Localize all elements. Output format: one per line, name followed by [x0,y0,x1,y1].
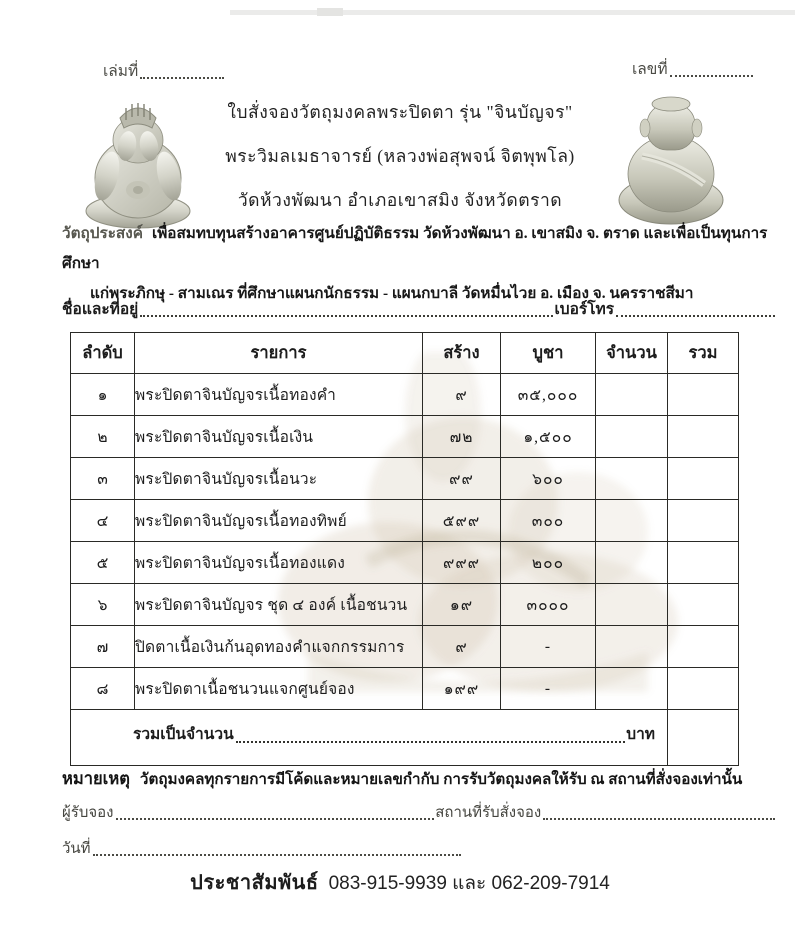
row-number: ๒ [71,416,135,458]
scan-artifact-dot [317,8,343,16]
row-number: ๓ [71,458,135,500]
total-cell[interactable] [668,374,739,416]
row-number: ๕ [71,542,135,584]
total-cell[interactable] [668,458,739,500]
quantity-cell[interactable] [596,668,668,710]
total-cell[interactable] [668,668,739,710]
total-cell[interactable] [668,500,739,542]
item-name: พระปิดตาเนื้อชนวนแจกศูนย์จอง [135,668,423,710]
name-address-label: ชื่อและที่อยู่ [62,301,139,318]
made-count: ๕๙๙ [423,500,501,542]
amulet-front-image [82,98,194,230]
item-name: ปิดตาเนื้อเงินก้นอุดทองคำแจกกรรมการ [135,626,423,668]
total-cell[interactable] [668,626,739,668]
table-row [71,542,739,584]
table-row [71,416,739,458]
table-row [71,668,739,710]
sum-amount-blank[interactable] [236,727,626,743]
quantity-cell[interactable] [596,626,668,668]
phone-blank[interactable] [616,301,775,317]
date-blank[interactable] [93,841,461,857]
book-number-field [103,58,225,83]
made-count: ๑๙ [423,584,501,626]
quantity-cell[interactable] [596,374,668,416]
doc-number-blank[interactable] [670,61,753,77]
note-text: วัตถุมงคลทุกรายการมีโค้ดและหมายเลขกำกับ การรับวัตถุมงคลให้รับ ณ สถานที่สั่งจองเท่านั้น [139,771,743,788]
pr-contact-row [0,866,800,898]
sum-label: รวมเป็นจำนวน [133,725,234,743]
row-number: ๑ [71,374,135,416]
quantity-cell[interactable] [596,584,668,626]
table-row [71,500,739,542]
col-header-no: ลำดับ [71,333,135,374]
temple-line: วัดห้วงพัฒนา อำเภอเขาสมิง จังหวัดตราด [237,190,563,210]
customer-info-row [62,296,776,321]
row-number: ๖ [71,584,135,626]
row-number: ๘ [71,668,135,710]
row-number: ๔ [71,500,135,542]
made-count: ๙๙ [423,458,501,500]
table-row [71,626,739,668]
price-value: ๖๐๐ [501,458,596,500]
pr-label: ประชาสัมพันธ์ [190,872,319,894]
price-value: - [501,668,596,710]
name-address-blank[interactable] [140,301,553,317]
total-cell[interactable] [668,584,739,626]
form-title: ใบสั่งจองวัตถุมงคลพระปิดตา รุ่น "จินบัญจร" [227,102,573,122]
item-name: พระปิดตาจินบัญจรเนื้อทองแดง [135,542,423,584]
note-label: หมายเหตุ [62,769,130,788]
place-label: สถานที่รับสั่งจอง [435,805,542,821]
table-header-row [71,333,739,374]
order-table [70,332,739,766]
pr-phone-numbers: 083-915-9939 และ 062-209-7914 [328,873,610,894]
price-value: ๓๐๐๐ [501,584,596,626]
scan-artifact-line [230,10,795,15]
date-label: วันที่ [62,841,91,857]
quantity-cell[interactable] [596,416,668,458]
col-header-qty: จำนวน [596,333,668,374]
price-value: ๒๐๐ [501,542,596,584]
price-value: ๓๕,๐๐๐ [501,374,596,416]
col-header-made: สร้าง [423,333,501,374]
total-cell[interactable] [668,542,739,584]
col-header-total: รวม [668,333,739,374]
sum-total-cell[interactable] [668,710,739,766]
item-name: พระปิดตาจินบัญจรเนื้อนวะ [135,458,423,500]
table-row [71,458,739,500]
place-blank[interactable] [543,805,775,821]
col-header-price: บูชา [501,333,596,374]
price-value: ๑,๕๐๐ [501,416,596,458]
note-section [62,766,772,792]
made-count: ๙ [423,626,501,668]
book-number-label: เล่มที่ [103,63,139,80]
item-name: พระปิดตาจินบัญจรเนื้อทองทิพย์ [135,500,423,542]
made-count: ๗๒ [423,416,501,458]
amulet-back-image [616,86,726,230]
item-name: พระปิดตาจินบัญจรเนื้อทองคำ [135,374,423,416]
item-name: พระปิดตาจินบัญจรเนื้อเงิน [135,416,423,458]
receiver-row [62,800,776,824]
form-heading [188,98,612,230]
quantity-cell[interactable] [596,458,668,500]
made-count: ๙๙๙ [423,542,501,584]
price-value: - [501,626,596,668]
price-value: ๓๐๐ [501,500,596,542]
monk-name-line: พระวิมลเมธาจารย์ (หลวงพ่อสุพจน์ จิตพุพโล) [225,146,575,166]
doc-number-field [632,56,754,81]
table-row [71,374,739,416]
made-count: ๙ [423,374,501,416]
total-cell[interactable] [668,416,739,458]
date-row [62,836,462,860]
receiver-blank[interactable] [116,805,435,821]
col-header-item: รายการ [135,333,423,374]
purpose-text-line2: แก่พระภิกษุ - สามเณร ที่ศึกษาแผนกนักธรรม - แผนกบาลี วัดหมื่นไวย อ. เมือง จ. นครราชสีมา [90,284,694,302]
purpose-label: วัตถุประสงค์ [62,225,143,242]
table-sum-row [71,710,739,766]
sum-unit-label: บาท [626,725,655,743]
purpose-text-line1: เพื่อสมทบทุนสร้างอาคารศูนย์ปฏิบัติธรรม วัดห้วงพัฒนา อ. เขาสมิง จ. ตราด และเพื่อเป็นทุนการศึกษา [62,225,768,272]
sum-cell [71,710,668,766]
table-row [71,584,739,626]
quantity-cell[interactable] [596,500,668,542]
book-number-blank[interactable] [140,63,224,79]
doc-number-label: เลขที่ [632,61,668,78]
receiver-label: ผู้รับจอง [62,805,114,821]
row-number: ๗ [71,626,135,668]
phone-label: เบอร์โทร [554,301,615,318]
quantity-cell[interactable] [596,542,668,584]
item-name: พระปิดตาจินบัญจร ชุด ๔ องค์ เนื้อชนวน [135,584,423,626]
made-count: ๑๙๙ [423,668,501,710]
